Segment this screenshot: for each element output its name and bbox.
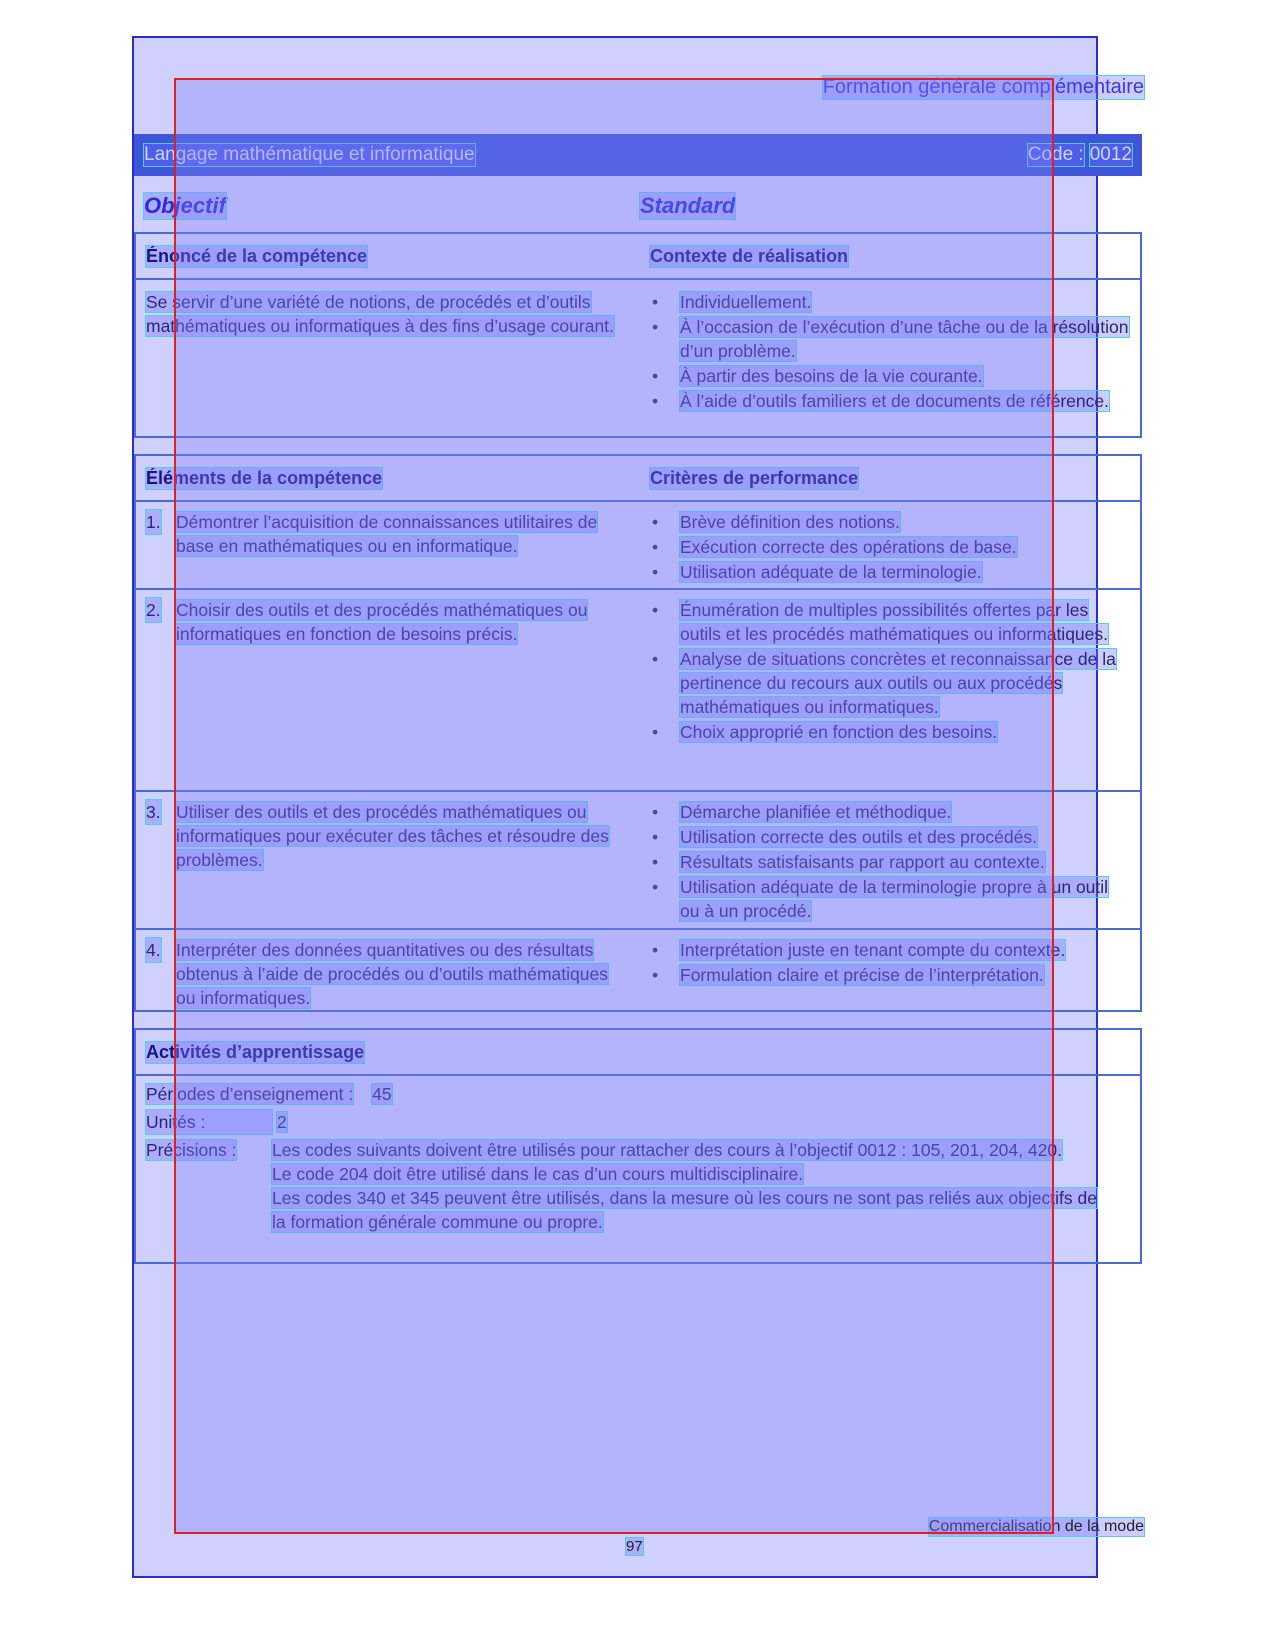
precision-text: Les codes 340 et 345 peuvent être utilisés, dans la mesure où les cours ne sont pas reliés aux objectifs de la formation générale commune ou propre. — [272, 1188, 1097, 1232]
context-item: À l’occasion de l’exécution d’une tâche ou de la résolution d’un problème. — [680, 317, 1129, 361]
list-item — [650, 963, 1130, 987]
list-item — [650, 290, 1130, 314]
element-4 — [146, 938, 616, 1010]
page-number: 97 — [626, 1538, 643, 1555]
periods-value: 45 — [372, 1084, 392, 1104]
table-row — [136, 590, 1140, 792]
context-item: Individuellement. — [680, 292, 812, 312]
criterion: Utilisation adéquate de la terminologie. — [680, 562, 982, 582]
list-item — [650, 938, 1130, 962]
element-text: Interpréter des données quantitatives ou des résultats obtenus à l’aide de procédés ou d’outils mathématiques ou informatiques. — [176, 940, 608, 1008]
periods-line — [146, 1082, 392, 1106]
list-item — [650, 875, 1130, 923]
subject-title-bar — [134, 134, 1142, 176]
units-label: Unités : — [146, 1110, 272, 1134]
list-item — [650, 850, 1130, 874]
element-number: 2. — [146, 600, 161, 620]
objective-standard-row — [144, 193, 1134, 221]
criterion: Utilisation adéquate de la terminologie propre à un outil ou à un procédé. — [680, 877, 1109, 921]
footer-program: Commercialisation de la mode — [928, 1518, 1144, 1535]
competence-row — [136, 280, 1140, 438]
list-item — [650, 364, 1130, 388]
criteria-1 — [650, 510, 1130, 585]
precision-text: Les codes suivants doivent être utilisés pour rattacher des cours à l’objectif 0012 : 105, 201, 204, 420. — [272, 1140, 1062, 1160]
units-line — [146, 1110, 287, 1134]
list-item — [650, 800, 1130, 824]
competence-right-header: Contexte de réalisation — [650, 246, 849, 266]
element-number: 3. — [146, 802, 161, 822]
code-value: 0012 — [1089, 144, 1132, 165]
list-item — [650, 510, 1130, 534]
activities-title: Activités d’apprentissage — [146, 1042, 365, 1062]
elements-box — [134, 454, 1142, 1012]
precisions-list — [272, 1138, 1114, 1234]
element-number: 1. — [146, 512, 161, 532]
document-content — [134, 0, 1144, 1651]
list-item — [650, 535, 1130, 559]
list-item — [650, 598, 1130, 646]
activities-body — [136, 1076, 1140, 1264]
criterion: Utilisation correcte des outils et des procédés. — [680, 827, 1037, 847]
precisions-label: Précisions : — [146, 1140, 237, 1160]
context-list — [650, 290, 1130, 414]
element-1 — [146, 510, 616, 558]
list-item — [650, 560, 1130, 584]
code-label: Code : — [1027, 144, 1084, 165]
list-item — [650, 720, 1130, 744]
table-row — [136, 930, 1140, 1014]
competence-box — [134, 232, 1142, 438]
units-value: 2 — [276, 1112, 287, 1132]
competence-statement — [146, 290, 616, 338]
elements-header — [136, 456, 1140, 502]
criterion: Énumération de multiples possibilités offertes par les outils et les procédés mathématiques ou informatiques. — [680, 600, 1109, 644]
competence-left-header: Énoncé de la compétence — [146, 246, 368, 266]
element-text: Démontrer l’acquisition de connaissances utilitaires de base en mathématiques ou en informatique. — [176, 512, 598, 556]
element-2 — [146, 598, 616, 646]
periods-label: Périodes d’enseignement : — [146, 1084, 354, 1104]
element-text: Utiliser des outils et des procédés mathématiques ou informatiques pour exécuter des tâches et résoudre des problèmes. — [176, 802, 609, 870]
table-row — [136, 792, 1140, 930]
criterion: Choix approprié en fonction des besoins. — [680, 722, 998, 742]
precision-text: Le code 204 doit être utilisé dans le cas d’un cours multidisciplinaire. — [272, 1164, 804, 1184]
criterion: Analyse de situations concrètes et reconnaissance de la pertinence du recours aux outils ou aux procédés mathématiques ou informatiques. — [680, 649, 1116, 717]
context-item: À partir des besoins de la vie courante. — [680, 366, 983, 386]
objectif-label: Objectif — [144, 193, 226, 218]
criterion: Formulation claire et précise de l’interprétation. — [680, 965, 1044, 985]
element-number: 4. — [146, 940, 161, 960]
elements-right-header: Critères de performance — [650, 468, 859, 488]
activities-header — [136, 1030, 1140, 1076]
criterion: Exécution correcte des opérations de base. — [680, 537, 1017, 557]
competence-statement-text: Se servir d’une variété de notions, de procédés et d’outils mathématiques ou informatiques à des fins d’usage courant. — [146, 292, 614, 336]
activities-box — [134, 1028, 1142, 1264]
element-text: Choisir des outils et des procédés mathématiques ou informatiques en fonction de besoins précis. — [176, 600, 588, 644]
list-item — [272, 1186, 1114, 1234]
program-header: Formation générale complémentaire — [822, 76, 1144, 98]
code-group — [1028, 144, 1132, 166]
standard-label: Standard — [640, 193, 736, 218]
precisions-label-wrap — [146, 1138, 236, 1162]
list-item — [272, 1162, 1114, 1186]
criterion: Résultats satisfaisants par rapport au contexte. — [680, 852, 1045, 872]
table-row — [136, 502, 1140, 590]
list-item — [272, 1138, 1114, 1162]
list-item — [650, 647, 1130, 719]
competence-header — [136, 234, 1140, 280]
element-3 — [146, 800, 616, 872]
criteria-2 — [650, 598, 1130, 745]
criteria-4 — [650, 938, 1130, 988]
subject-title: Langage mathématique et informatique — [144, 144, 475, 165]
list-item — [650, 389, 1130, 413]
list-item — [650, 315, 1130, 363]
criterion: Interprétation juste en tenant compte du contexte. — [680, 940, 1066, 960]
criterion: Démarche planifiée et méthodique. — [680, 802, 952, 822]
elements-left-header: Éléments de la compétence — [146, 468, 383, 488]
context-item: À l’aide d’outils familiers et de documents de référence. — [680, 391, 1109, 411]
list-item — [650, 825, 1130, 849]
criterion: Brève définition des notions. — [680, 512, 900, 532]
criteria-3 — [650, 800, 1130, 924]
